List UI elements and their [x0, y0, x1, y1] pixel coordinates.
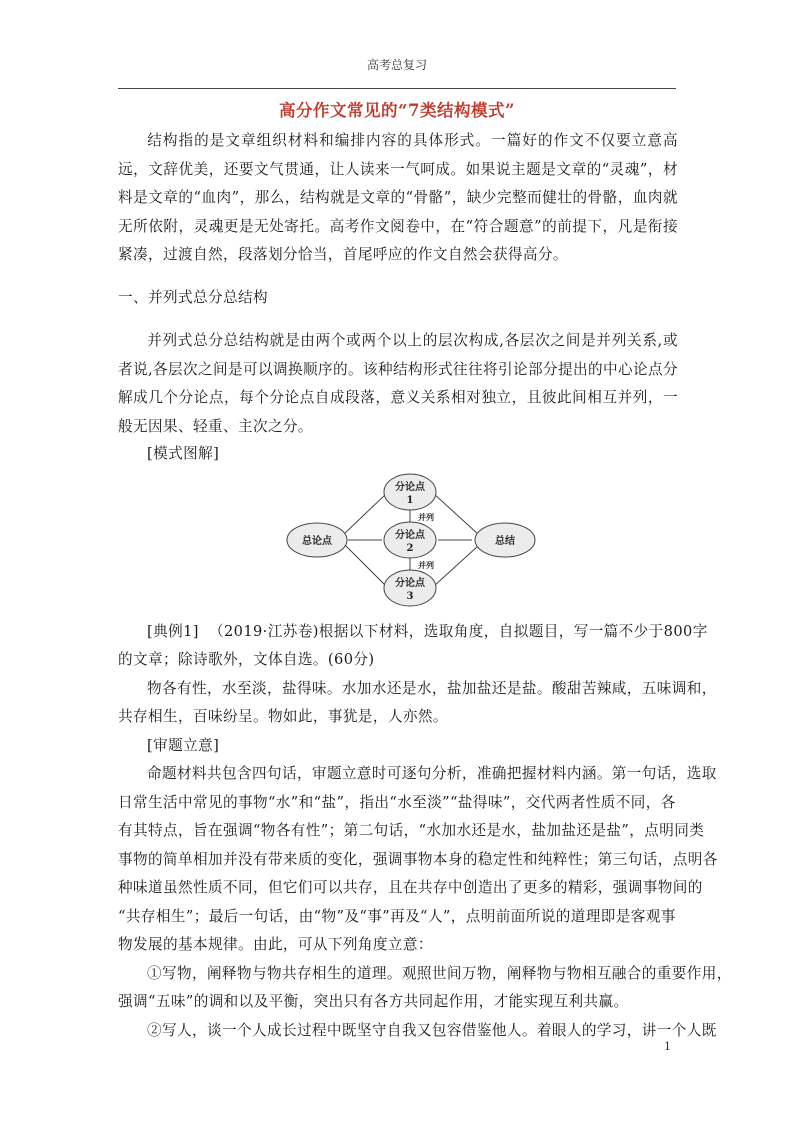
angle-1-line-2: 强调“五味”的调和以及平衡，突出只有各方共同起作用，才能实现互利共赢。 [118, 993, 629, 1010]
page-header: 高考总复习 [366, 58, 427, 72]
material-line-1: 物各有性，水至淡，盐得味。水加水还是水，盐加盐还是盐。酸甜苦辣咸，五味调和， [147, 680, 717, 697]
structure-diagram [286, 470, 536, 610]
example-line-2: 的文章；除诗歌外，文体自选。(60分) [118, 651, 375, 668]
diagram-label: [模式图解] [147, 445, 220, 462]
edge-right-3 [434, 546, 478, 586]
edge-left-1 [344, 494, 386, 534]
mid-node-3-label: 分论点 [395, 578, 425, 589]
angle-2-line-1: ②写人，谈一个人成长过程中既坚守自我又包容借鉴他人。着眼人的学习，讲一个人既 [147, 1022, 717, 1039]
section-body: 并列式总分总结构就是由两个或两个以上的层次构成,各层次之间是并列关系,或者说,各层次之间是可以调换顺序的。该种结构形式往往将引论部分提出的中心论点分解成几个分论点，每个分论点自成段落，意义关系相对独立，且彼此间相互并列，一般无因果、轻重、主次之分。 [118, 332, 678, 435]
analysis-label: [审题立意] [147, 737, 220, 754]
mid-node-2-label: 分论点 [395, 530, 425, 541]
edge-right-1 [434, 494, 478, 534]
analysis-line: 事物的简单相加并没有带来质的变化，强调事物本身的稳定性和纯粹性；第三句话，点明各 [118, 851, 718, 868]
mid-node-1-label: 分论点 [395, 482, 425, 493]
analysis-line: 日常生活中常见的事物“水”和“盐”，指出“水至淡”“盐得味”，交代两者性质不同，各 [118, 794, 676, 811]
analysis-line: 物发展的基本规律。由此，可从下列角度立意： [118, 936, 433, 953]
intro-paragraph: 结构指的是文章组织材料和编排内容的具体形式。一篇好的作文不仅要立意高远，文辞优美，还要文气贯通，让人读来一气呵成。如果说主题是文章的“灵魂”，材料是文章的“血肉”，那么，结构就是文章的“骨骼”，缺少完整而健壮的骨骼，血肉就无所依附，灵魂更是无处寄托。高考作文阅卷中，在“符合题意”的前提下，凡是衔接紧凑，过渡自然，段落划分恰当，首尾呼应的作文自然会获得高分。 [118, 132, 678, 264]
section-heading: 一、并列式总分总结构 [118, 289, 268, 306]
relation-label-1: 并列 [418, 512, 434, 522]
angle-1-line-1: ①写物，阐释物与物共存相生的道理。观照世间万物，阐释物与物相互融合的重要作用， [147, 965, 732, 982]
example-line-1 [147, 618, 707, 647]
page-title: 高分作文常见的“7类结构模式” [279, 101, 515, 120]
example-label: [典例1] [147, 623, 199, 640]
analysis-line: “共存相生”；最后一句话，由“物”及“事”再及“人”，点明前面所说的道理即是客观事 [118, 908, 676, 925]
right-node-label: 总结 [495, 536, 515, 547]
analysis-line: 种味道虽然性质不同，但它们可以共存，且在共存中创造出了更多的精彩，强调事物间的 [118, 879, 703, 896]
left-node-label: 总论点 [302, 536, 332, 547]
analysis-line: 命题材料共包含四句话，审题立意时可逐句分析，准确把握材料内涵。第一句话，选取 [147, 765, 717, 782]
page-number: 1 [664, 1040, 671, 1053]
mid-node-2-num: 2 [406, 543, 414, 554]
example-source: （2019·江苏卷)根据以下材料，选取角度，自拟题目，写一篇不少于800字 [208, 623, 708, 640]
edge-left-3 [344, 544, 386, 586]
header-divider [118, 88, 676, 89]
analysis-line: 有其特点，旨在强调“物各有性”；第二句话，“水加水还是水，盐加盐还是盐”，点明同类 [118, 822, 705, 839]
mid-node-3-num: 3 [406, 591, 414, 602]
relation-label-2: 并列 [418, 560, 434, 570]
mid-node-1-num: 1 [406, 495, 414, 506]
material-line-2: 共存相生，百味纷呈。物如此，事犹是，人亦然。 [118, 708, 448, 725]
